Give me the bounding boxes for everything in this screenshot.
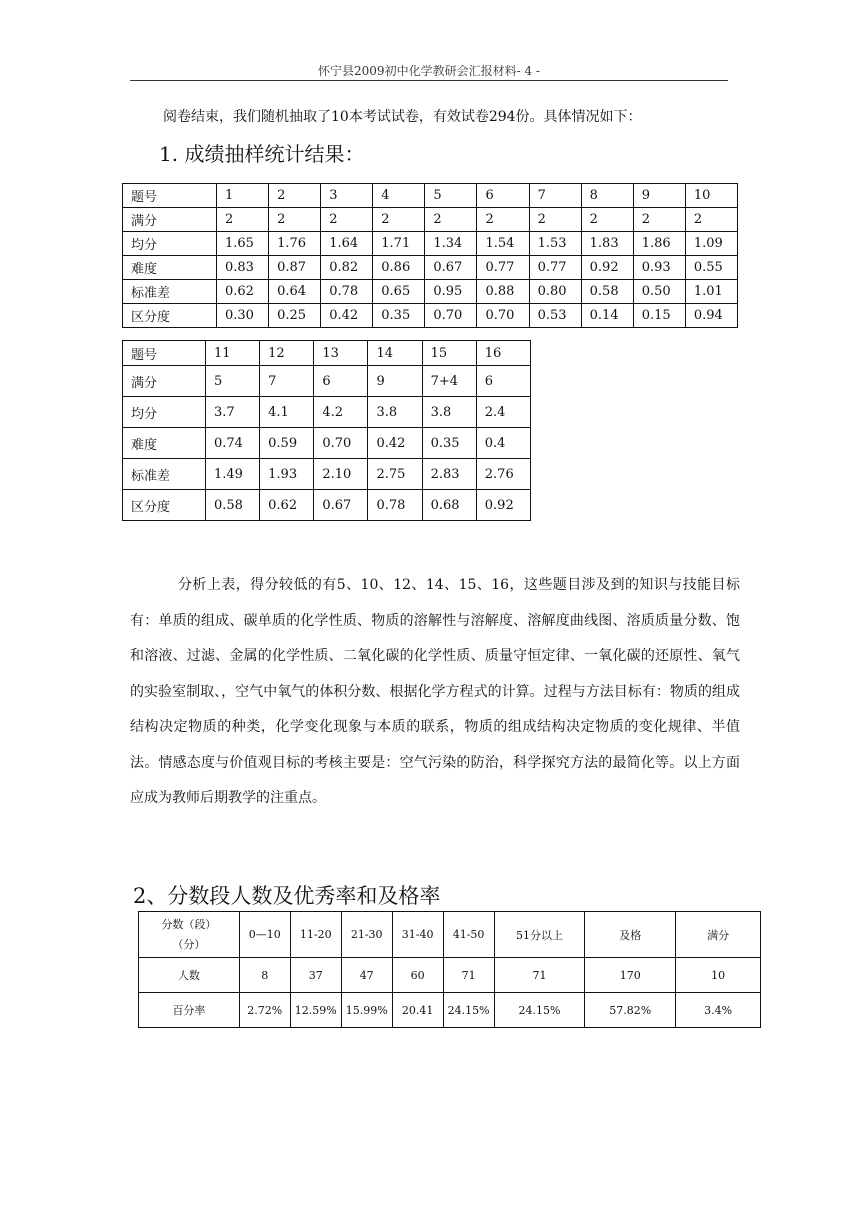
table-cell: 1 bbox=[217, 184, 269, 208]
table-cell: 0.82 bbox=[321, 256, 373, 280]
table-cell: 1.54 bbox=[477, 232, 529, 256]
table-cell: 0.58 bbox=[581, 280, 633, 304]
table-cell: 0.35 bbox=[422, 428, 476, 459]
table-cell: 0.50 bbox=[633, 280, 685, 304]
table-cell: 1.49 bbox=[206, 459, 260, 490]
table-row bbox=[139, 993, 761, 1028]
table-row bbox=[123, 428, 531, 459]
header-divider bbox=[130, 80, 728, 81]
table-cell: 0.4 bbox=[476, 428, 530, 459]
table-cell: 1.64 bbox=[321, 232, 373, 256]
table-cell: 15 bbox=[422, 341, 476, 366]
table-row bbox=[123, 397, 531, 428]
table-cell: 9 bbox=[633, 184, 685, 208]
table-cell: 0.70 bbox=[314, 428, 368, 459]
table-header-cell bbox=[139, 912, 240, 958]
table-cell: 2 bbox=[321, 208, 373, 232]
table-cell: 0.67 bbox=[314, 490, 368, 521]
table-cell: 10 bbox=[676, 958, 761, 993]
table-cell: 2 bbox=[269, 184, 321, 208]
table-cell: 3.8 bbox=[422, 397, 476, 428]
table-row bbox=[123, 490, 531, 521]
row-label-cell: 难度 bbox=[123, 428, 206, 459]
table-cell: 3.8 bbox=[368, 397, 422, 428]
table-cell: 0.59 bbox=[260, 428, 314, 459]
row-label-cell: 标准差 bbox=[123, 280, 217, 304]
table-cell: 5 bbox=[206, 366, 260, 397]
table-row bbox=[139, 958, 761, 993]
table-cell: 24.15% bbox=[494, 993, 585, 1028]
table-cell: 2 bbox=[633, 208, 685, 232]
table-cell: 7+4 bbox=[422, 366, 476, 397]
table-cell: 0.86 bbox=[373, 256, 425, 280]
table-cell: 6 bbox=[314, 366, 368, 397]
row-label-cell: 满分 bbox=[123, 208, 217, 232]
table-cell: 16 bbox=[476, 341, 530, 366]
table-cell: 2.4 bbox=[476, 397, 530, 428]
table-cell: 71 bbox=[494, 958, 585, 993]
table-cell: 20.41 bbox=[392, 993, 443, 1028]
table-cell: 47 bbox=[341, 958, 392, 993]
row-label-cell: 人数 bbox=[139, 958, 240, 993]
table-cell: 1.71 bbox=[373, 232, 425, 256]
table-cell: 0.58 bbox=[206, 490, 260, 521]
table-cell: 0.83 bbox=[217, 256, 269, 280]
table-cell: 14 bbox=[368, 341, 422, 366]
table-header-row bbox=[139, 912, 761, 958]
row-label-cell: 满分 bbox=[123, 366, 206, 397]
table-cell: 0.77 bbox=[477, 256, 529, 280]
table-cell: 1.01 bbox=[685, 280, 737, 304]
table-cell: 6 bbox=[477, 184, 529, 208]
section-2-title: 2、分数段人数及优秀率和及格率 bbox=[133, 884, 441, 908]
table-row bbox=[123, 366, 531, 397]
table-cell: 0.30 bbox=[217, 304, 269, 328]
table-cell: 0.64 bbox=[269, 280, 321, 304]
table-row bbox=[123, 280, 738, 304]
table-cell: 37 bbox=[290, 958, 341, 993]
table-cell: 1.53 bbox=[529, 232, 581, 256]
table-header-cell: 11-20 bbox=[290, 912, 341, 958]
table-cell: 1.76 bbox=[269, 232, 321, 256]
header-label-line1: 分数（段） bbox=[161, 917, 217, 931]
table-cell: 4.1 bbox=[260, 397, 314, 428]
table-cell: 3.7 bbox=[206, 397, 260, 428]
row-label-cell: 难度 bbox=[123, 256, 217, 280]
table-cell: 0.80 bbox=[529, 280, 581, 304]
table-cell: 6 bbox=[476, 366, 530, 397]
table-cell: 8 bbox=[239, 958, 290, 993]
table-cell: 15.99% bbox=[341, 993, 392, 1028]
table-row bbox=[123, 256, 738, 280]
table-cell: 71 bbox=[443, 958, 494, 993]
table-cell: 0.93 bbox=[633, 256, 685, 280]
table-cell: 4.2 bbox=[314, 397, 368, 428]
table-cell: 0.95 bbox=[425, 280, 477, 304]
table-cell: 2 bbox=[685, 208, 737, 232]
row-label-cell: 区分度 bbox=[123, 304, 217, 328]
table-cell: 0.62 bbox=[260, 490, 314, 521]
table-cell: 0.70 bbox=[477, 304, 529, 328]
table-cell: 2 bbox=[425, 208, 477, 232]
table-cell: 2 bbox=[477, 208, 529, 232]
table-cell: 0.74 bbox=[206, 428, 260, 459]
table-cell: 1.93 bbox=[260, 459, 314, 490]
analysis-paragraph: 分析上表，得分较低的有5、10、12、14、15、16，这些题目涉及到的知识与技能目标有：单质的组成、碳单质的化学性质、物质的溶解性与溶解度、溶解度曲线图、溶质质量分数、饱和溶液、过滤、金属的化学性质、二氧化碳的化学性质、质量守恒定律、一氧化碳的还原性、氧气的实验室制取、，空气中氧气的体积分数、根据化学方程式的计算。过程与方法目标有：物质的组成结构决定物质的种类，化学变化现象与本质的联系，物质的组成结构决定物质的变化规律、半值法。情感态度与价值观目标的考核主要是：空气污染的防治，科学探究方法的最简化等。以上方面应成为教师后期教学的注重点。 bbox=[130, 577, 740, 806]
table-header-cell: 51分以上 bbox=[494, 912, 585, 958]
table-cell: 0.94 bbox=[685, 304, 737, 328]
header-label-line2: （分） bbox=[172, 937, 206, 951]
table-cell: 1.83 bbox=[581, 232, 633, 256]
row-label-cell: 均分 bbox=[123, 232, 217, 256]
table-cell: 0.53 bbox=[529, 304, 581, 328]
table-cell: 0.92 bbox=[581, 256, 633, 280]
row-label-cell: 均分 bbox=[123, 397, 206, 428]
table-cell: 0.35 bbox=[373, 304, 425, 328]
row-label-cell: 百分率 bbox=[139, 993, 240, 1028]
section-1-title: 1. 成绩抽样统计结果： bbox=[159, 142, 365, 166]
table-header-cell: 0—10 bbox=[239, 912, 290, 958]
table-cell: 2.75 bbox=[368, 459, 422, 490]
table-row bbox=[123, 341, 531, 366]
table-row bbox=[123, 304, 738, 328]
table-header-cell: 41-50 bbox=[443, 912, 494, 958]
table-cell: 0.77 bbox=[529, 256, 581, 280]
table-cell: 2 bbox=[269, 208, 321, 232]
table-cell: 24.15% bbox=[443, 993, 494, 1028]
table-cell: 2.10 bbox=[314, 459, 368, 490]
table-cell: 0.68 bbox=[422, 490, 476, 521]
table-cell: 13 bbox=[314, 341, 368, 366]
table-cell: 0.15 bbox=[633, 304, 685, 328]
table-cell: 2.72% bbox=[239, 993, 290, 1028]
table-cell: 60 bbox=[392, 958, 443, 993]
table-cell: 0.65 bbox=[373, 280, 425, 304]
table-cell: 0.92 bbox=[476, 490, 530, 521]
table-cell: 0.70 bbox=[425, 304, 477, 328]
table-cell: 1.65 bbox=[217, 232, 269, 256]
table-row bbox=[123, 208, 738, 232]
row-label-cell: 题号 bbox=[123, 341, 206, 366]
table-cell: 12 bbox=[260, 341, 314, 366]
table-row bbox=[123, 459, 531, 490]
page-header: 怀宁县2009初中化学教研会汇报材料- 4 - bbox=[318, 64, 540, 78]
table-header-cell: 31-40 bbox=[392, 912, 443, 958]
table-cell: 2.76 bbox=[476, 459, 530, 490]
table-cell: 5 bbox=[425, 184, 477, 208]
score-distribution-table bbox=[138, 911, 761, 1028]
table-cell: 2 bbox=[373, 208, 425, 232]
table-cell: 2.83 bbox=[422, 459, 476, 490]
table-cell: 57.82% bbox=[585, 993, 676, 1028]
table-cell: 0.14 bbox=[581, 304, 633, 328]
table-cell: 2 bbox=[529, 208, 581, 232]
table-cell: 9 bbox=[368, 366, 422, 397]
table-header-cell: 满分 bbox=[676, 912, 761, 958]
row-label-cell: 题号 bbox=[123, 184, 217, 208]
table-cell: 170 bbox=[585, 958, 676, 993]
table-cell: 0.25 bbox=[269, 304, 321, 328]
table-cell: 0.88 bbox=[477, 280, 529, 304]
table-cell: 0.78 bbox=[368, 490, 422, 521]
table-header-cell: 及格 bbox=[585, 912, 676, 958]
table-cell: 0.42 bbox=[368, 428, 422, 459]
table-cell: 1.34 bbox=[425, 232, 477, 256]
table-cell: 0.78 bbox=[321, 280, 373, 304]
table-cell: 0.42 bbox=[321, 304, 373, 328]
row-label-cell: 区分度 bbox=[123, 490, 206, 521]
table-cell: 4 bbox=[373, 184, 425, 208]
score-stats-table-2 bbox=[122, 340, 531, 521]
table-cell: 0.67 bbox=[425, 256, 477, 280]
table-cell: 10 bbox=[685, 184, 737, 208]
table-cell: 11 bbox=[206, 341, 260, 366]
table-cell: 0.87 bbox=[269, 256, 321, 280]
table-cell: 2 bbox=[217, 208, 269, 232]
table-cell: 8 bbox=[581, 184, 633, 208]
table-cell: 3 bbox=[321, 184, 373, 208]
table-cell: 2 bbox=[581, 208, 633, 232]
table-cell: 12.59% bbox=[290, 993, 341, 1028]
table-cell: 1.09 bbox=[685, 232, 737, 256]
intro-paragraph: 阅卷结束，我们随机抽取了10本考试试卷，有效试卷294份。具体情况如下： bbox=[163, 109, 642, 125]
table-header-cell: 21-30 bbox=[341, 912, 392, 958]
table-cell: 7 bbox=[260, 366, 314, 397]
row-label-cell: 标准差 bbox=[123, 459, 206, 490]
table-row bbox=[123, 232, 738, 256]
table-cell: 0.62 bbox=[217, 280, 269, 304]
table-cell: 1.86 bbox=[633, 232, 685, 256]
table-cell: 3.4% bbox=[676, 993, 761, 1028]
score-stats-table-1 bbox=[122, 183, 738, 328]
table-cell: 0.55 bbox=[685, 256, 737, 280]
table-cell: 7 bbox=[529, 184, 581, 208]
table-row bbox=[123, 184, 738, 208]
